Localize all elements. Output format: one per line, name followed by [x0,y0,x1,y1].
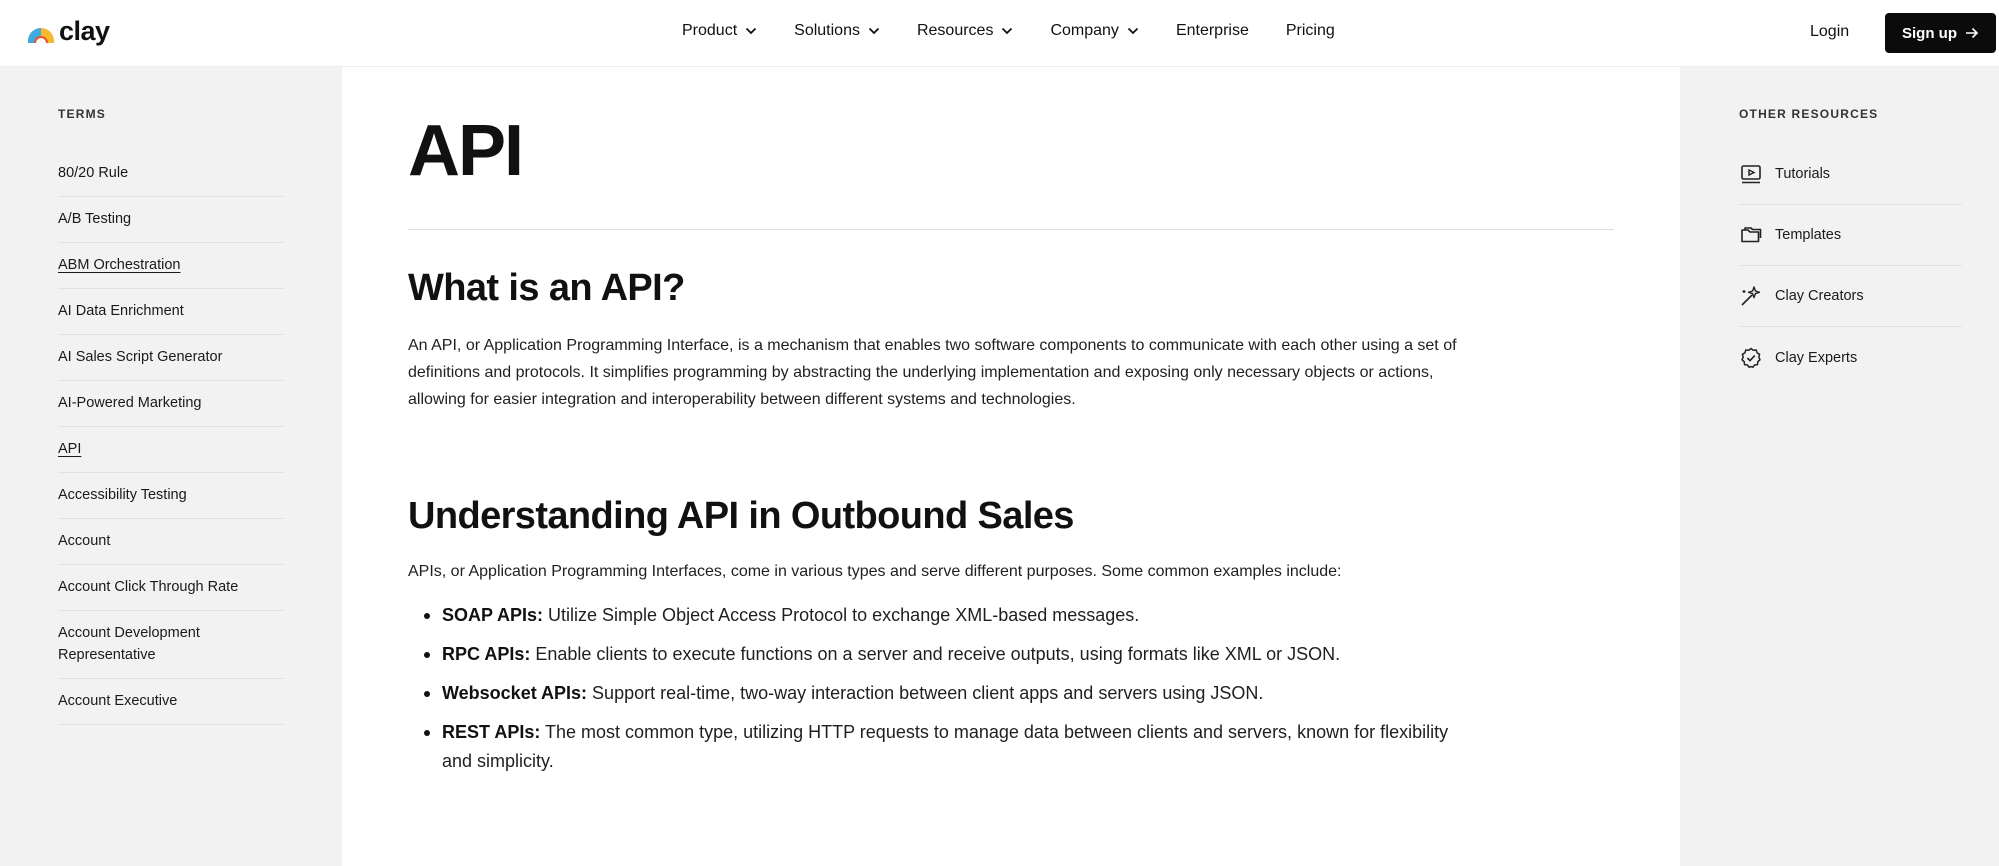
nav-pricing[interactable] [1286,22,1335,40]
term-item[interactable] [58,565,284,611]
term-label: Accessibility Testing [58,487,187,503]
bullet-term: Websocket APIs: [442,683,588,703]
resource-label: Tutorials [1775,166,1831,182]
clay-logo[interactable] [26,18,110,45]
term-item[interactable] [58,381,284,427]
resources-heading: OTHER RESOURCES [1739,107,1879,121]
resource-clay-experts[interactable] [1739,327,1962,388]
term-item[interactable] [58,289,284,335]
resource-label: Clay Experts [1775,349,1858,366]
term-label: AI Sales Script Generator [58,349,223,365]
term-label: AI-Powered Marketing [58,395,202,411]
term-label: 80/20 Rule [58,165,129,181]
terms-list [58,151,284,725]
resources-sidebar [1680,67,1999,866]
term-label: Account [58,533,111,549]
nav-label: Product [682,22,738,39]
section-intro: APIs, or Application Programming Interfaces, come in various types and serve different purposes. Some common examples include: [408,563,1342,580]
term-item[interactable] [58,473,284,519]
signup-label: Sign up [1902,24,1957,42]
term-label: AI Data Enrichment [58,303,184,319]
resource-templates[interactable] [1739,205,1962,266]
chevron-down-icon [1001,27,1013,35]
term-item[interactable] [58,611,284,679]
chevron-down-icon [745,27,757,35]
chevron-down-icon [868,27,880,35]
bullet-text: The most common type, utilizing HTTP requests to manage data between clients and servers, known for flexibility and simplicity. [442,722,1449,771]
term-item-active[interactable] [58,427,284,473]
nav-enterprise[interactable] [1176,22,1249,40]
article [342,67,1680,866]
page-title: API [408,111,523,191]
nav-label: Resources [916,22,994,39]
verified-badge-icon [1739,346,1763,370]
api-types-list [442,601,1482,786]
terms-sidebar [0,67,342,866]
arrow-right-icon [1965,27,1979,39]
nav-label: Pricing [1285,22,1335,39]
bullet-text: Support real-time, two-way interaction between client apps and servers using JSON. [587,683,1264,703]
term-label: Account Executive [58,693,178,709]
signup-button[interactable] [1885,13,1996,53]
resources-list [1739,144,1962,388]
bullet-term: SOAP APIs: [442,605,544,625]
section-heading: What is an API? [408,267,685,309]
bullet-term: REST APIs: [442,722,541,742]
bullet-text: Enable clients to execute functions on a server and receive outputs, using formats like XML or JSON. [530,644,1341,664]
list-item [442,679,1482,708]
logo-text: clay [59,16,110,46]
top-navbar [0,0,1999,67]
term-item[interactable] [58,519,284,565]
term-label: Account Click Through Rate [58,579,239,595]
term-item[interactable] [58,335,284,381]
nav-product[interactable] [682,22,757,40]
term-label: ABM Orchestration [58,257,181,273]
chevron-down-icon [1127,27,1139,35]
nav-label: Company [1050,22,1119,39]
main-nav [682,22,1335,40]
list-item [442,640,1482,669]
resource-tutorials[interactable] [1739,144,1962,205]
resource-label: Clay Creators [1775,288,1864,304]
nav-label: Enterprise [1175,22,1249,39]
list-item [442,601,1482,630]
term-label: API [58,441,82,457]
terms-heading: TERMS [58,107,106,121]
list-item [442,718,1482,776]
term-item[interactable] [58,151,284,197]
folder-icon [1739,223,1763,247]
term-item[interactable] [58,679,284,725]
login-link[interactable]: Login [1810,23,1850,40]
nav-label: Solutions [794,22,860,39]
resource-clay-creators[interactable] [1739,266,1962,327]
sparkle-wand-icon [1739,284,1763,308]
section-paragraph: An API, or Application Programming Interface, is a mechanism that enables two software components to communicate with each other using a set of definitions and protocols. It simplifies programming by abstracting the underlying implementation and exposing only necessary objects or actions, allowing for easier integration and interoperability between different systems and technologies. [408,337,1457,408]
nav-solutions[interactable] [794,22,880,40]
term-label: Account Development Representative [58,625,200,663]
clay-logo-icon [26,19,56,45]
nav-company[interactable] [1050,22,1138,40]
section-heading: Understanding API in Outbound Sales [408,495,1074,537]
term-item[interactable] [58,197,284,243]
video-icon [1739,162,1763,186]
term-item[interactable] [58,243,284,289]
bullet-term: RPC APIs: [442,644,531,664]
bullet-text: Utilize Simple Object Access Protocol to exchange XML-based messages. [543,605,1140,625]
resource-label: Templates [1775,227,1842,243]
divider [408,229,1614,230]
term-label: A/B Testing [58,211,132,227]
nav-resources[interactable] [917,22,1013,40]
